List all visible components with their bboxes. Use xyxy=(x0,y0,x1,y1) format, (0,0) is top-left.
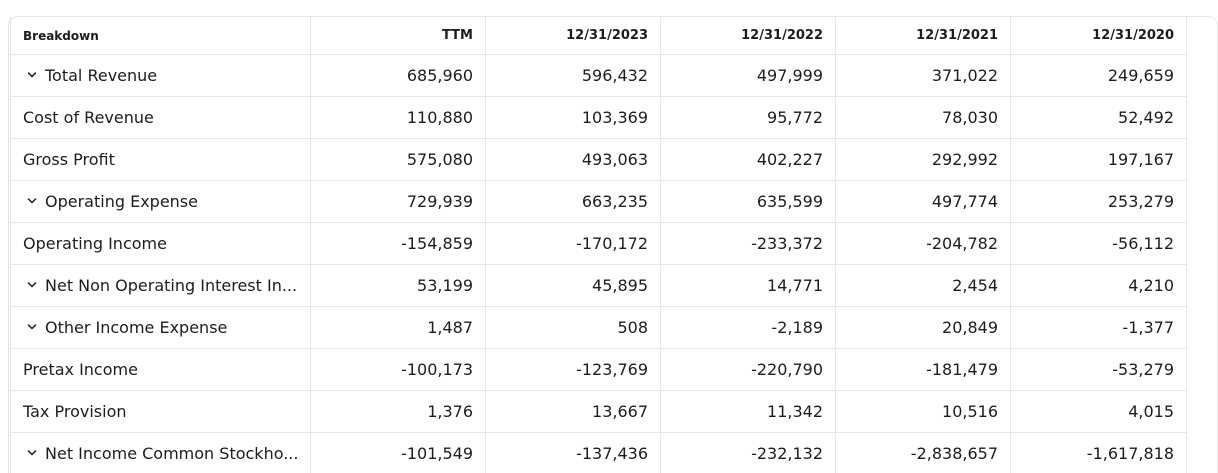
value-cell: -220,790 xyxy=(661,349,836,390)
row-label-cell xyxy=(11,349,311,390)
value-cell: -2,838,657 xyxy=(836,433,1011,473)
value-cell: 371,022 xyxy=(836,55,1011,96)
value-cell: 497,999 xyxy=(661,55,836,96)
value-cell: 14,771 xyxy=(661,265,836,306)
value-cell: -204,782 xyxy=(836,223,1011,264)
row-label-cell[interactable] xyxy=(11,55,311,96)
row-label-cell xyxy=(11,391,311,432)
table-row xyxy=(11,391,1186,433)
value-cell: 103,369 xyxy=(486,97,661,138)
value-cell: 4,015 xyxy=(1128,402,1174,421)
table-row xyxy=(11,139,1186,181)
value-cell: 197,167 xyxy=(1107,150,1174,169)
table-row[interactable] xyxy=(11,433,1186,473)
row-label: Tax Provision xyxy=(23,402,127,421)
value-cell: -233,372 xyxy=(661,223,836,264)
value-cell: -123,769 xyxy=(486,349,661,390)
value-cell: -232,132 xyxy=(661,433,836,473)
value-cell: 53,199 xyxy=(311,265,486,306)
column-header-breakdown: Breakdown xyxy=(11,17,311,54)
income-statement-table xyxy=(10,17,1187,473)
value-cell: -56,112 xyxy=(1112,234,1174,253)
value-cell: 20,849 xyxy=(836,307,1011,348)
value-cell: -100,173 xyxy=(311,349,486,390)
table-body xyxy=(11,55,1186,473)
value-cell: 1,376 xyxy=(311,391,486,432)
row-label-cell xyxy=(11,139,311,180)
table-header-row xyxy=(11,17,1186,55)
value-cell: 11,342 xyxy=(661,391,836,432)
value-cell: 78,030 xyxy=(836,97,1011,138)
table-row[interactable] xyxy=(11,265,1186,307)
row-label-cell xyxy=(11,97,311,138)
row-label-cell[interactable] xyxy=(11,181,311,222)
value-cell: -1,377 xyxy=(1122,318,1174,337)
row-label: Net Income Common Stockho... xyxy=(45,444,299,463)
column-header-2023: 12/31/2023 xyxy=(486,17,661,54)
value-cell: 253,279 xyxy=(1107,192,1174,211)
value-cell: 52,492 xyxy=(1118,108,1174,127)
table-row[interactable] xyxy=(11,307,1186,349)
row-label: Cost of Revenue xyxy=(23,108,154,127)
value-cell: 575,080 xyxy=(311,139,486,180)
value-cell: 110,880 xyxy=(311,97,486,138)
value-cell: -2,189 xyxy=(661,307,836,348)
chevron-down-icon[interactable] xyxy=(27,70,37,80)
value-cell: 402,227 xyxy=(661,139,836,180)
row-label: Operating Income xyxy=(23,234,167,253)
chevron-down-icon[interactable] xyxy=(27,322,37,332)
column-header-2020: 12/31/2020 xyxy=(1092,28,1174,43)
value-cell: -137,436 xyxy=(486,433,661,473)
table-row xyxy=(11,97,1186,139)
value-cell: 635,599 xyxy=(661,181,836,222)
value-cell: -154,859 xyxy=(311,223,486,264)
value-cell: -1,617,818 xyxy=(1086,444,1174,463)
row-label: Pretax Income xyxy=(23,360,138,379)
value-cell: 292,992 xyxy=(836,139,1011,180)
value-cell: -101,549 xyxy=(311,433,486,473)
column-header-2022: 12/31/2022 xyxy=(661,17,836,54)
value-cell: 13,667 xyxy=(486,391,661,432)
row-label-cell[interactable] xyxy=(11,307,311,348)
row-label: Operating Expense xyxy=(45,192,198,211)
value-cell: -181,479 xyxy=(836,349,1011,390)
row-label: Other Income Expense xyxy=(45,318,228,337)
value-cell: 1,487 xyxy=(311,307,486,348)
chevron-down-icon[interactable] xyxy=(27,448,37,458)
column-header-2021: 12/31/2021 xyxy=(836,17,1011,54)
value-cell: 663,235 xyxy=(486,181,661,222)
row-label-cell[interactable] xyxy=(11,433,311,473)
value-cell: 508 xyxy=(486,307,661,348)
table-row[interactable] xyxy=(11,55,1186,97)
value-cell: -170,172 xyxy=(486,223,661,264)
chevron-down-icon[interactable] xyxy=(27,196,37,206)
value-cell: 45,895 xyxy=(486,265,661,306)
chevron-down-icon[interactable] xyxy=(27,280,37,290)
row-label: Total Revenue xyxy=(45,66,158,85)
table-row[interactable] xyxy=(11,181,1186,223)
value-cell: 4,210 xyxy=(1128,276,1174,295)
value-cell: 493,063 xyxy=(486,139,661,180)
row-label-cell xyxy=(11,223,311,264)
table-row xyxy=(11,223,1186,265)
value-cell: 10,516 xyxy=(836,391,1011,432)
value-cell: 249,659 xyxy=(1107,66,1174,85)
row-label-cell[interactable] xyxy=(11,265,311,306)
row-label: Net Non Operating Interest In... xyxy=(45,276,298,295)
row-label: Gross Profit xyxy=(23,150,115,169)
column-header-ttm: TTM xyxy=(311,17,486,54)
value-cell: 729,939 xyxy=(311,181,486,222)
value-cell: 95,772 xyxy=(661,97,836,138)
value-cell: 596,432 xyxy=(486,55,661,96)
value-cell: 2,454 xyxy=(836,265,1011,306)
value-cell: -53,279 xyxy=(1112,360,1174,379)
value-cell: 685,960 xyxy=(311,55,486,96)
value-cell: 497,774 xyxy=(836,181,1011,222)
table-row xyxy=(11,349,1186,391)
